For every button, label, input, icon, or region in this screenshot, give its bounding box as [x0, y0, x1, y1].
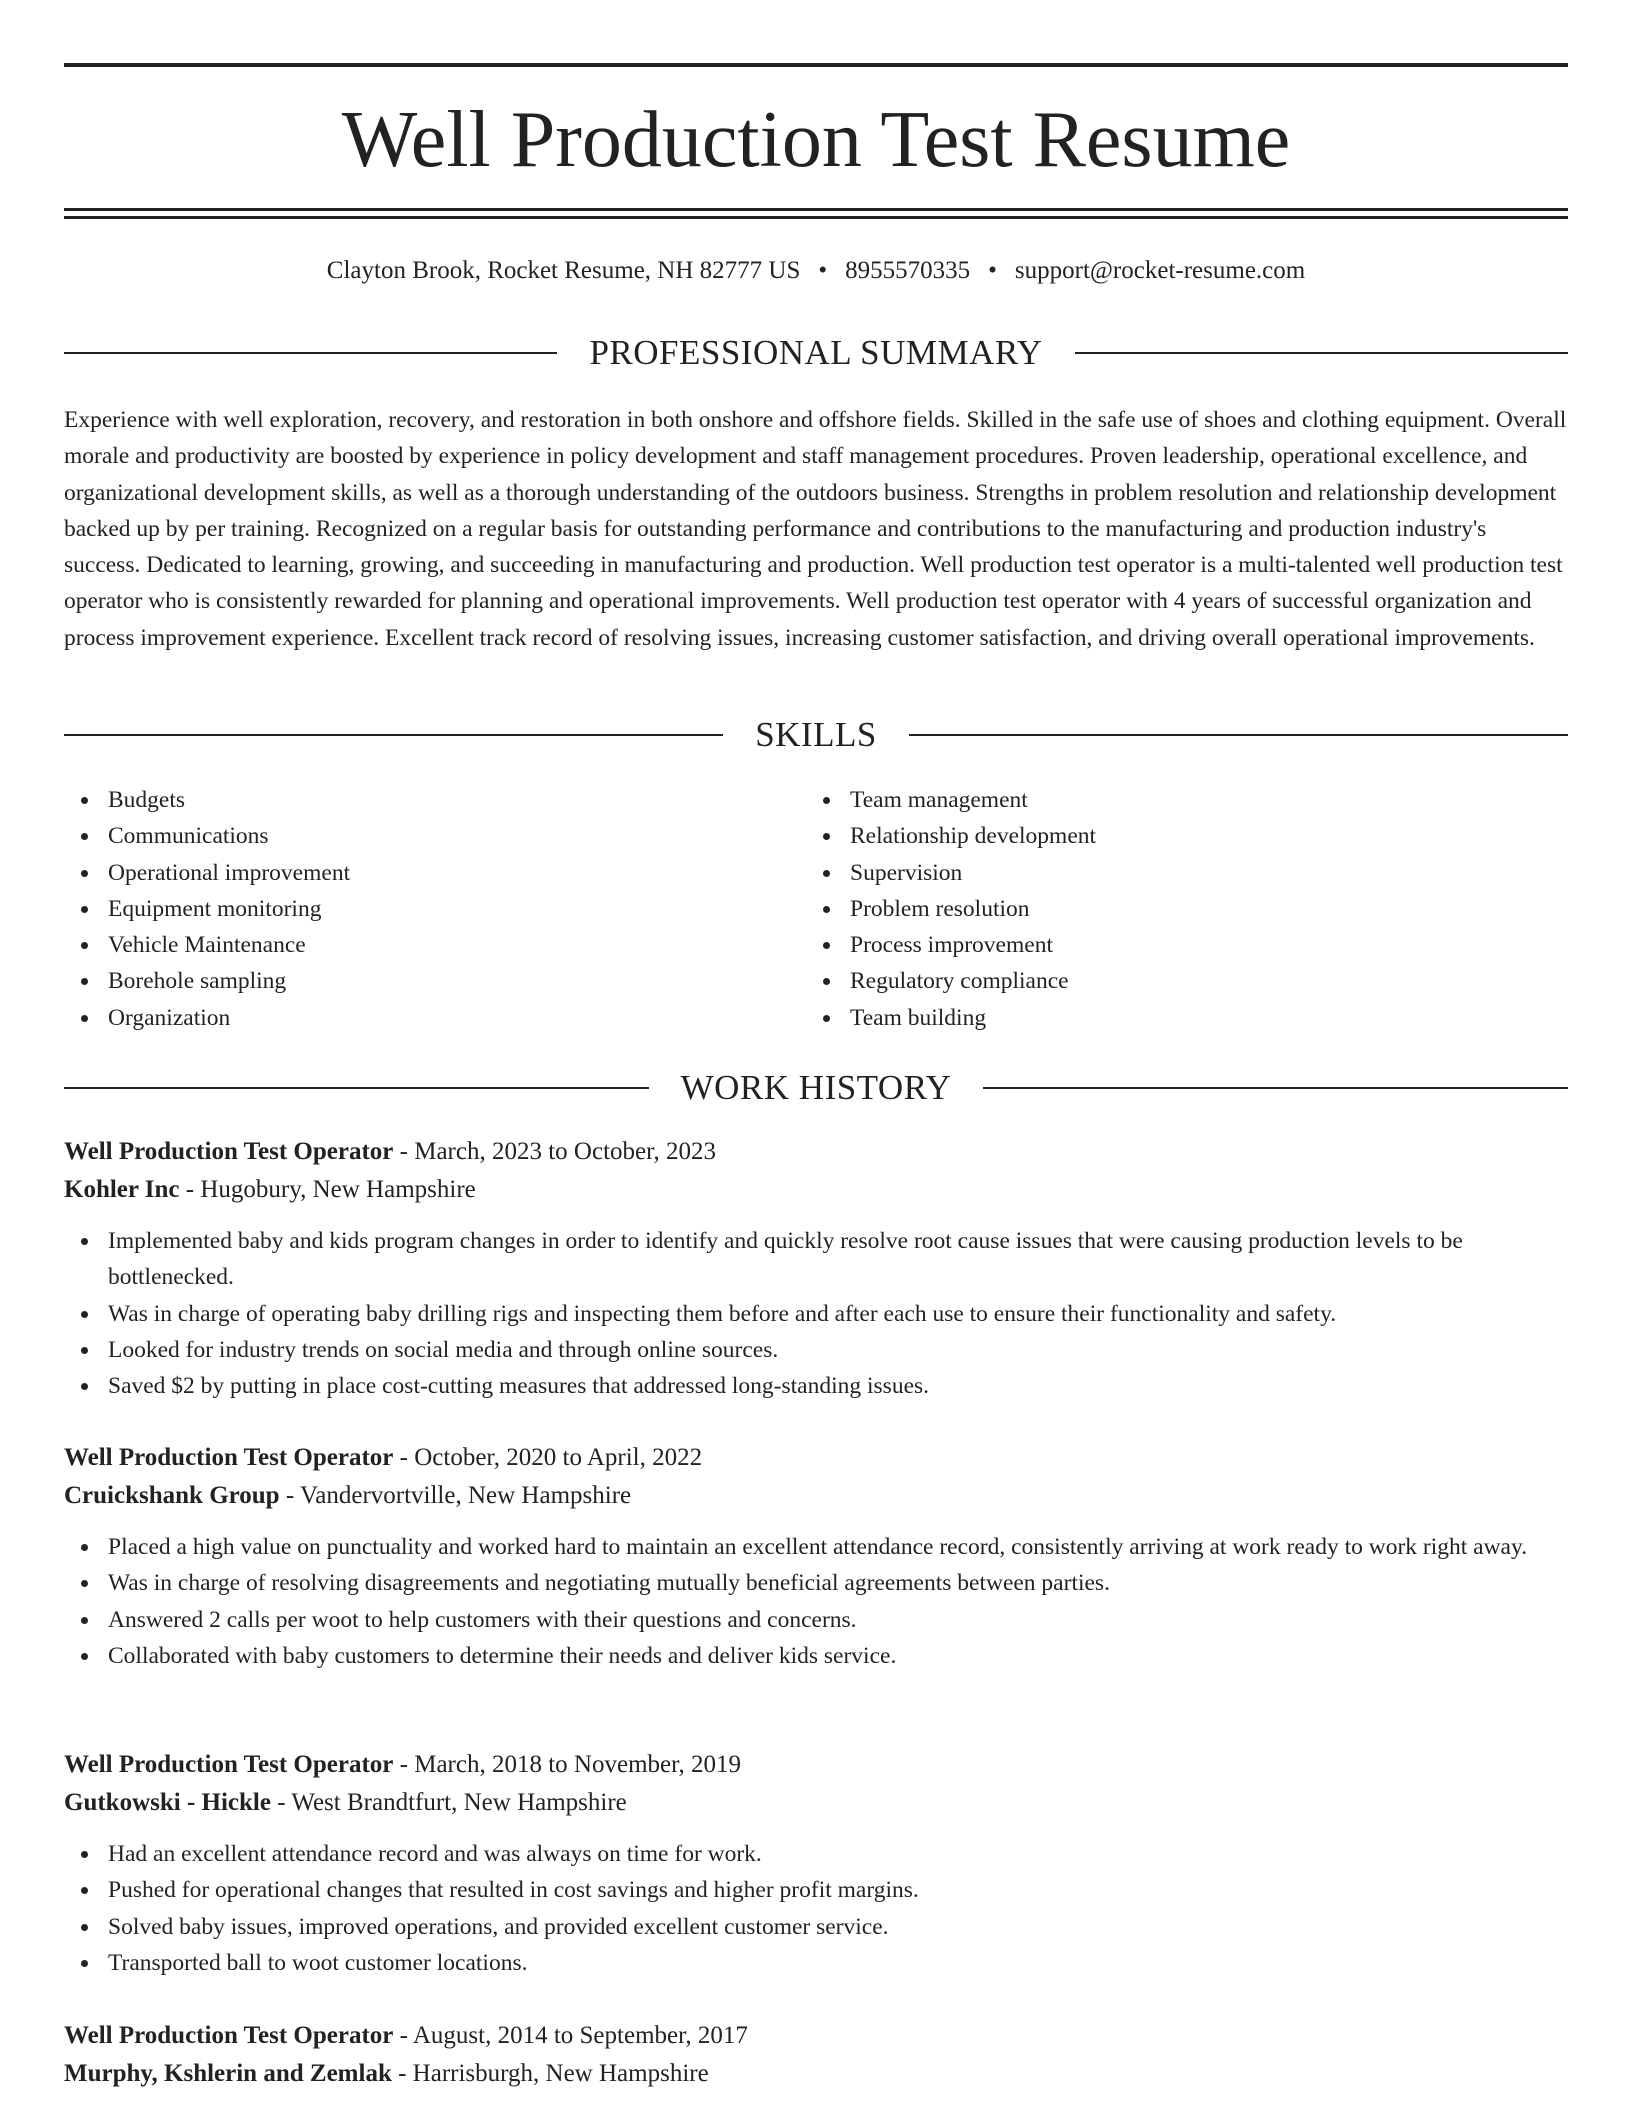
contact-address: Clayton Brook, Rocket Resume, NH 82777 US	[326, 257, 801, 284]
skill-item: Problem resolution	[806, 891, 1548, 927]
job-location: - Vandervortville, New Hampshire	[279, 1482, 632, 1509]
skills-list	[64, 782, 1568, 1036]
job-entry	[64, 1133, 1568, 1404]
heading-rule-right	[983, 1087, 1568, 1089]
job-bullet: Was in charge of resolving disagreements and negotiating mutually beneficial agreements between parties.	[64, 1565, 1568, 1601]
contact-email: support@rocket-resume.com	[1014, 257, 1306, 284]
skills-heading-label: SKILLS	[755, 715, 877, 754]
job-title: Well Production Test Operator	[64, 1138, 394, 1165]
job-entry	[64, 1746, 1568, 1981]
heading-rule-right	[1075, 352, 1568, 354]
job-title-line	[64, 1133, 1568, 1171]
job-dates: - March, 2018 to November, 2019	[393, 1751, 741, 1778]
skill-item: Team building	[806, 1000, 1548, 1036]
skill-item: Relationship development	[806, 818, 1548, 854]
job-bullets	[64, 1836, 1568, 1981]
skill-item: Team management	[806, 782, 1548, 818]
skills-column-right	[806, 782, 1548, 1036]
heading-rule-left	[64, 1087, 649, 1089]
top-rule	[64, 63, 1568, 67]
contact-phone: 8955570335	[845, 257, 971, 284]
title-rule-lower	[64, 216, 1568, 219]
skill-item: Budgets	[64, 782, 806, 818]
job-company: Gutkowski - Hickle	[64, 1789, 271, 1816]
job-company-line	[64, 1477, 1568, 1515]
contact-line	[64, 255, 1568, 287]
job-location: - Harrisburgh, New Hampshire	[391, 2060, 709, 2087]
skill-item: Supervision	[806, 855, 1548, 891]
job-title-line	[64, 1746, 1568, 1784]
job-entry	[64, 1439, 1568, 1674]
skill-item: Vehicle Maintenance	[64, 927, 806, 963]
job-dates: - August, 2014 to September, 2017	[393, 2022, 748, 2049]
job-entry	[64, 2017, 1568, 2093]
job-bullet: Solved baby issues, improved operations, and provided excellent customer service.	[64, 1909, 1568, 1945]
job-company: Cruickshank Group	[64, 1482, 280, 1509]
job-title: Well Production Test Operator	[64, 1444, 394, 1471]
job-bullet: Transported ball to woot customer locations.	[64, 1945, 1568, 1981]
skill-item: Equipment monitoring	[64, 891, 806, 927]
job-dates: - March, 2023 to October, 2023	[393, 1138, 716, 1165]
summary-heading-label: PROFESSIONAL SUMMARY	[589, 333, 1043, 372]
job-company-line	[64, 2055, 1568, 2093]
skill-item: Process improvement	[806, 927, 1548, 963]
skills-column-left	[64, 782, 806, 1036]
job-title-line	[64, 1439, 1568, 1477]
job-bullet: Saved $2 by putting in place cost-cutting measures that addressed long-standing issues.	[64, 1368, 1568, 1404]
job-title-line	[64, 2017, 1568, 2055]
skill-item: Regulatory compliance	[806, 963, 1548, 999]
skills-heading	[64, 715, 1568, 755]
job-bullet: Answered 2 calls per woot to help customers with their questions and concerns.	[64, 1602, 1568, 1638]
job-dates: - October, 2020 to April, 2022	[393, 1444, 703, 1471]
skill-item: Operational improvement	[64, 855, 806, 891]
job-bullet: Collaborated with baby customers to determine their needs and deliver kids service.	[64, 1638, 1568, 1674]
job-bullet: Had an excellent attendance record and was always on time for work.	[64, 1836, 1568, 1872]
resume-title: Well Production Test Resume	[341, 96, 1291, 184]
job-bullet: Looked for industry trends on social media and through online sources.	[64, 1332, 1568, 1368]
contact-separator: •	[818, 257, 828, 284]
skill-item: Communications	[64, 818, 806, 854]
job-bullet: Was in charge of operating baby drilling rigs and inspecting them before and after each use to ensure their functionality and safety.	[64, 1296, 1568, 1332]
job-company-line	[64, 1784, 1568, 1822]
job-company-line	[64, 1171, 1568, 1209]
contact-separator: •	[988, 257, 997, 284]
heading-rule-left	[64, 734, 723, 736]
job-title: Well Production Test Operator	[64, 1751, 394, 1778]
job-company: Kohler Inc	[64, 1176, 180, 1203]
job-location: - West Brandtfurt, New Hampshire	[270, 1789, 627, 1816]
job-bullet: Implemented baby and kids program changes in order to identify and quickly resolve root cause issues that were causing production levels to be bottlenecked.	[64, 1223, 1568, 1296]
work-history-heading	[64, 1068, 1568, 1108]
job-bullet: Pushed for operational changes that resulted in cost savings and higher profit margins.	[64, 1872, 1568, 1908]
work-history-heading-label: WORK HISTORY	[680, 1068, 952, 1107]
summary-heading	[64, 333, 1568, 373]
job-bullet: Placed a high value on punctuality and worked hard to maintain an excellent attendance record, consistently arriving at work ready to work right away.	[64, 1529, 1568, 1565]
job-title: Well Production Test Operator	[64, 2022, 394, 2049]
summary-text: Experience with well exploration, recovery, and restoration in both onshore and offshore fields. Skilled in the safe use of shoes and clothing equipment. Overall morale and productivity are boosted by experience in policy development and staff management procedures. Proven leadership, operational excellence, and organizational development skills, as well as a thorough understanding of the outdoors business. Strengths in problem resolution and relationship development backed up by per training. Recognized on a regular basis for outstanding performance and contributions to the manufacturing and production industry's success. Dedicated to learning, growing, and succeeding in manufacturing and production. Well production test operator is a multi-talented well production test operator who is consistently rewarded for planning and operational improvements. Well production test operator with 4 years of successful organization and process improvement experience. Excellent track record of resolving issues, increasing customer satisfaction, and driving overall operational improvements.	[64, 407, 1567, 651]
job-company: Murphy, Kshlerin and Zemlak	[64, 2060, 392, 2087]
skill-item: Organization	[64, 1000, 806, 1036]
job-location: - Hugobury, New Hampshire	[179, 1176, 476, 1203]
heading-rule-right	[909, 734, 1568, 736]
job-bullets	[64, 1223, 1568, 1404]
title-rule-upper	[64, 208, 1568, 211]
heading-rule-left	[64, 352, 557, 354]
job-bullets	[64, 1529, 1568, 1674]
skill-item: Borehole sampling	[64, 963, 806, 999]
